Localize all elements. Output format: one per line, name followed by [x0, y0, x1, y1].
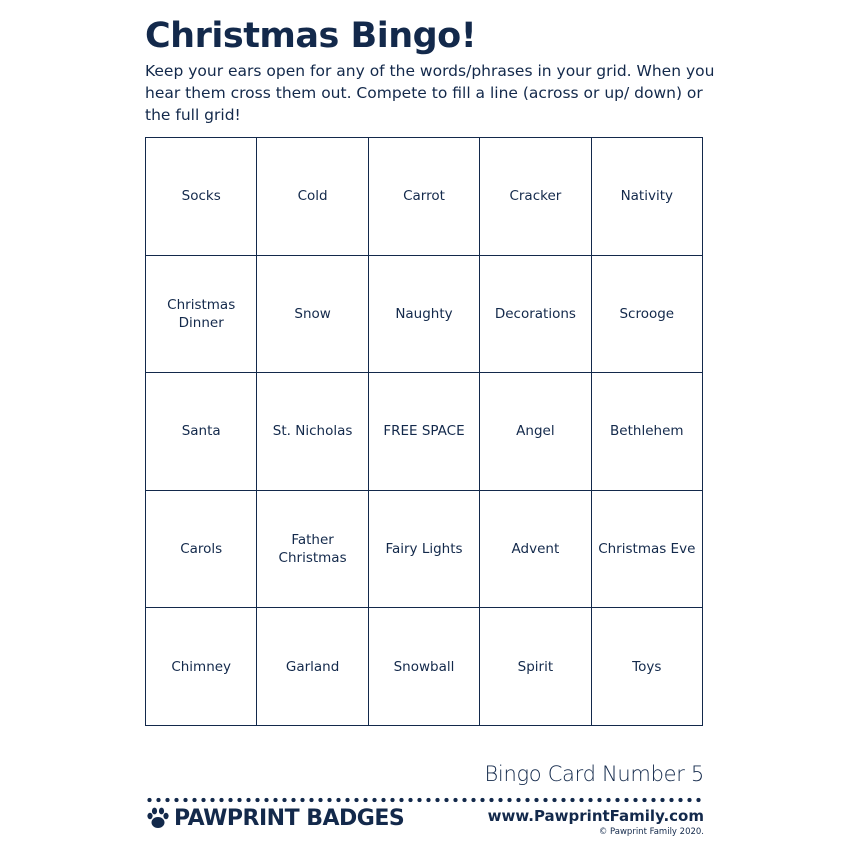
- bingo-cell[interactable]: Father Christmas: [257, 491, 368, 609]
- bingo-cell[interactable]: Christmas Dinner: [146, 256, 257, 374]
- bingo-cell[interactable]: Cracker: [480, 138, 591, 256]
- bingo-cell[interactable]: Angel: [480, 373, 591, 491]
- bingo-cell[interactable]: Chimney: [146, 608, 257, 726]
- bingo-cell[interactable]: Snowball: [369, 608, 480, 726]
- bingo-cell[interactable]: Santa: [146, 373, 257, 491]
- dotted-divider: [145, 797, 705, 803]
- copyright-notice: © Pawprint Family 2020.: [598, 827, 704, 837]
- bingo-cell[interactable]: St. Nicholas: [257, 373, 368, 491]
- brand-name: PAWPRINT BADGES: [174, 805, 405, 831]
- bingo-cell[interactable]: Advent: [480, 491, 591, 609]
- bingo-cell[interactable]: Fairy Lights: [369, 491, 480, 609]
- bingo-cell[interactable]: Decorations: [480, 256, 591, 374]
- bingo-cell[interactable]: Garland: [257, 608, 368, 726]
- bingo-cell[interactable]: Nativity: [592, 138, 703, 256]
- bingo-cell[interactable]: Christmas Eve: [592, 491, 703, 609]
- bingo-cell-free-space[interactable]: FREE SPACE: [369, 373, 480, 491]
- bingo-cell[interactable]: Bethlehem: [592, 373, 703, 491]
- page-title: Christmas Bingo!: [145, 16, 477, 56]
- paw-icon: [145, 805, 171, 831]
- bingo-cell[interactable]: Scrooge: [592, 256, 703, 374]
- bingo-cell[interactable]: Cold: [257, 138, 368, 256]
- instructions: Keep your ears open for any of the words/phrases in your grid. When you hear them cross them out. Compete to fill a line (across or up/ down) or the full grid!: [145, 62, 715, 124]
- bingo-cell[interactable]: Socks: [146, 138, 257, 256]
- bingo-cell[interactable]: Snow: [257, 256, 368, 374]
- bingo-grid: [145, 137, 703, 726]
- bingo-cell[interactable]: Carrot: [369, 138, 480, 256]
- bingo-cell[interactable]: Naughty: [369, 256, 480, 374]
- card-number: Bingo Card Number 5: [484, 762, 704, 786]
- website-link[interactable]: www.PawprintFamily.com: [487, 807, 704, 825]
- bingo-cell[interactable]: Spirit: [480, 608, 591, 726]
- bingo-cell[interactable]: Carols: [146, 491, 257, 609]
- bingo-cell[interactable]: Toys: [592, 608, 703, 726]
- brand-logo: [145, 804, 404, 832]
